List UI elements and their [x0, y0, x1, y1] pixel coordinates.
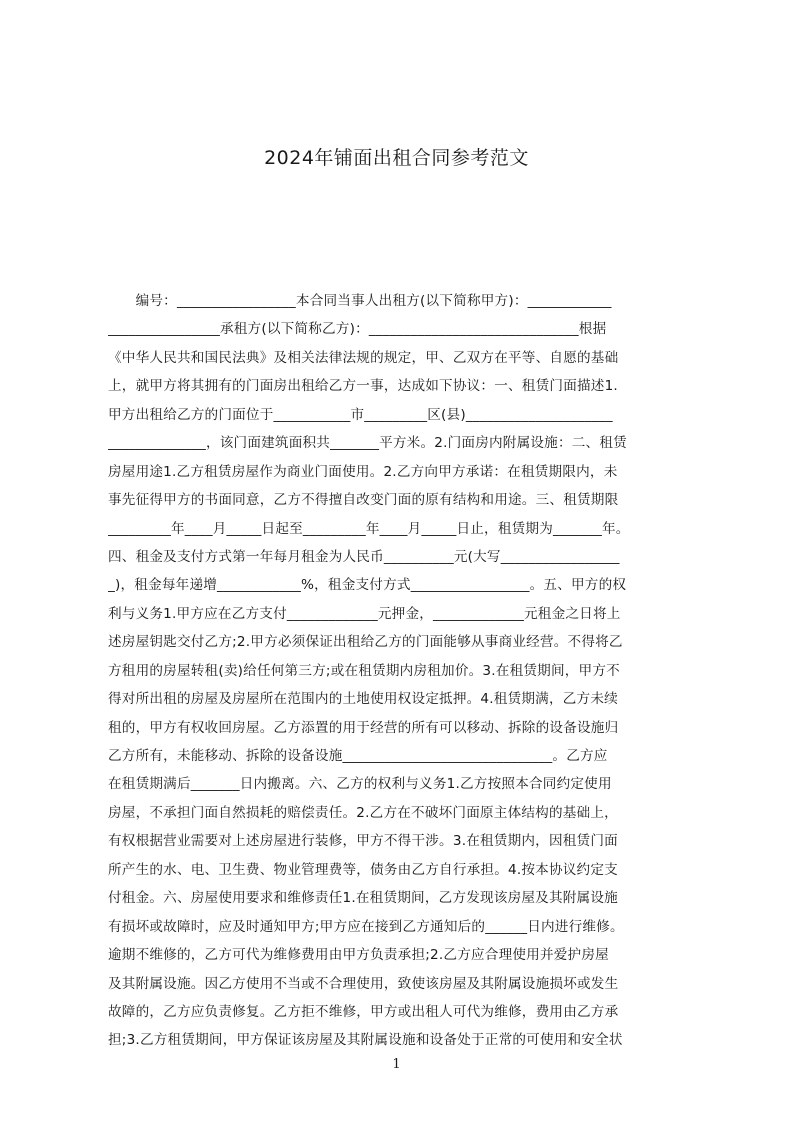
- body-line: 上，就甲方将其拥有的门面房出租给乙方一事，达成如下协议：一、租赁门面描述1.: [108, 378, 618, 395]
- body-line: 有权根据营业需要对上述房屋进行装修，甲方不得干涉。3.在租赁期内，因租赁门面: [108, 833, 618, 850]
- body-line: 事先征得甲方的书面同意，乙方不得擅自改变门面的原有结构和用途。三、租赁期限: [108, 492, 619, 509]
- body-line: 利与义务1.甲方应在乙方支付_____________元押金，_____________元租金之日将上: [108, 605, 621, 622]
- body-line: 付租金。六、房屋使用要求和维修责任1.在租赁期间，乙方发现该房屋及其附属设施: [108, 890, 618, 907]
- body-line: 房屋用途1.乙方租赁房屋作为商业门面使用。2.乙方向甲方承诺：在租赁期限内，未: [108, 463, 618, 480]
- body-line: 在租赁期满后_______日内搬离。六、乙方的权利与义务1.乙方按照本合同约定使用: [108, 776, 612, 793]
- body-line: 得对所出租的房屋及房屋所在范围内的土地使用权设定抵押。4.租赁期满，乙方未续: [108, 691, 618, 708]
- body-line: 逾期不维修的，乙方可代为维修费用由甲方负责承担;2.乙方应合理使用并爱护房屋: [108, 947, 609, 964]
- body-line: 《中华人民共和国民法典》及相关法律法规的规定，甲、乙双方在平等、自愿的基础: [108, 349, 619, 366]
- body-line: 担;3.乙方租赁期间，甲方保证该房屋及其附属设施和设备处于正常的可使用和安全状: [108, 1032, 623, 1049]
- contract-body: [108, 287, 700, 1055]
- body-line: 租的，甲方有权收回房屋。乙方添置的用于经营的所有可以移动、拆除的设备设施归: [108, 719, 619, 736]
- body-line: 故障的，乙方应负责修复。乙方拒不维修，甲方或出租人可代为维修，费用由乙方承: [108, 1003, 619, 1020]
- body-line: 编号：_________________本合同当事人出租方(以下简称甲方)：____________: [108, 293, 612, 309]
- body-line: 及其附属设施。因乙方使用不当或不合理使用，致使该房屋及其附属设施损坏或发生: [108, 975, 619, 992]
- body-line: ________________承租方(以下简称乙方)：______________________________根据: [108, 321, 607, 338]
- body-line: _)，租金每年递增____________%，租金支付方式_________________。五、甲方的权: [108, 577, 627, 594]
- body-line: 有损坏或故障时，应及时通知甲方;甲方应在接到乙方通知后的______日内进行维修。: [108, 918, 624, 935]
- body-line: 述房屋钥匙交付乙方;2.甲方必须保证出租给乙方的门面能够从事商业经营。不得将乙: [108, 634, 623, 651]
- body-line: 方租用的房屋转租(卖)给任何第三方;或在租赁期内房租加价。3.在租赁期间，甲方不: [108, 662, 620, 679]
- page-number: 1: [392, 1057, 401, 1072]
- body-line: 房屋，不承担门面自然损耗的赔偿责任。2.乙方在不破坏门面原主体结构的基础上，: [108, 804, 618, 821]
- body-line: 四、租金及支付方式第一年每月租金为人民币__________元(大写_________________: [108, 548, 620, 565]
- body-line: ______________，该门面建筑面积共_______平方米。2.门面房内附属设施：二、租赁: [108, 435, 627, 452]
- body-line: 乙方所有，未能移动、拆除的设备设施______________________________。乙方应: [108, 748, 608, 764]
- body-line: 甲方出租给乙方的门面位于___________市_________区(县)_____________________: [108, 406, 613, 423]
- body-line: _________年____月_____日起至_________年____月_____日止，租赁期为_______年。: [108, 520, 630, 537]
- document-title: 2024年铺面出租合同参考范文: [264, 147, 529, 169]
- body-line: 所产生的水、电、卫生费、物业管理费等，债务由乙方自行承担。4.按本协议约定支: [108, 861, 618, 878]
